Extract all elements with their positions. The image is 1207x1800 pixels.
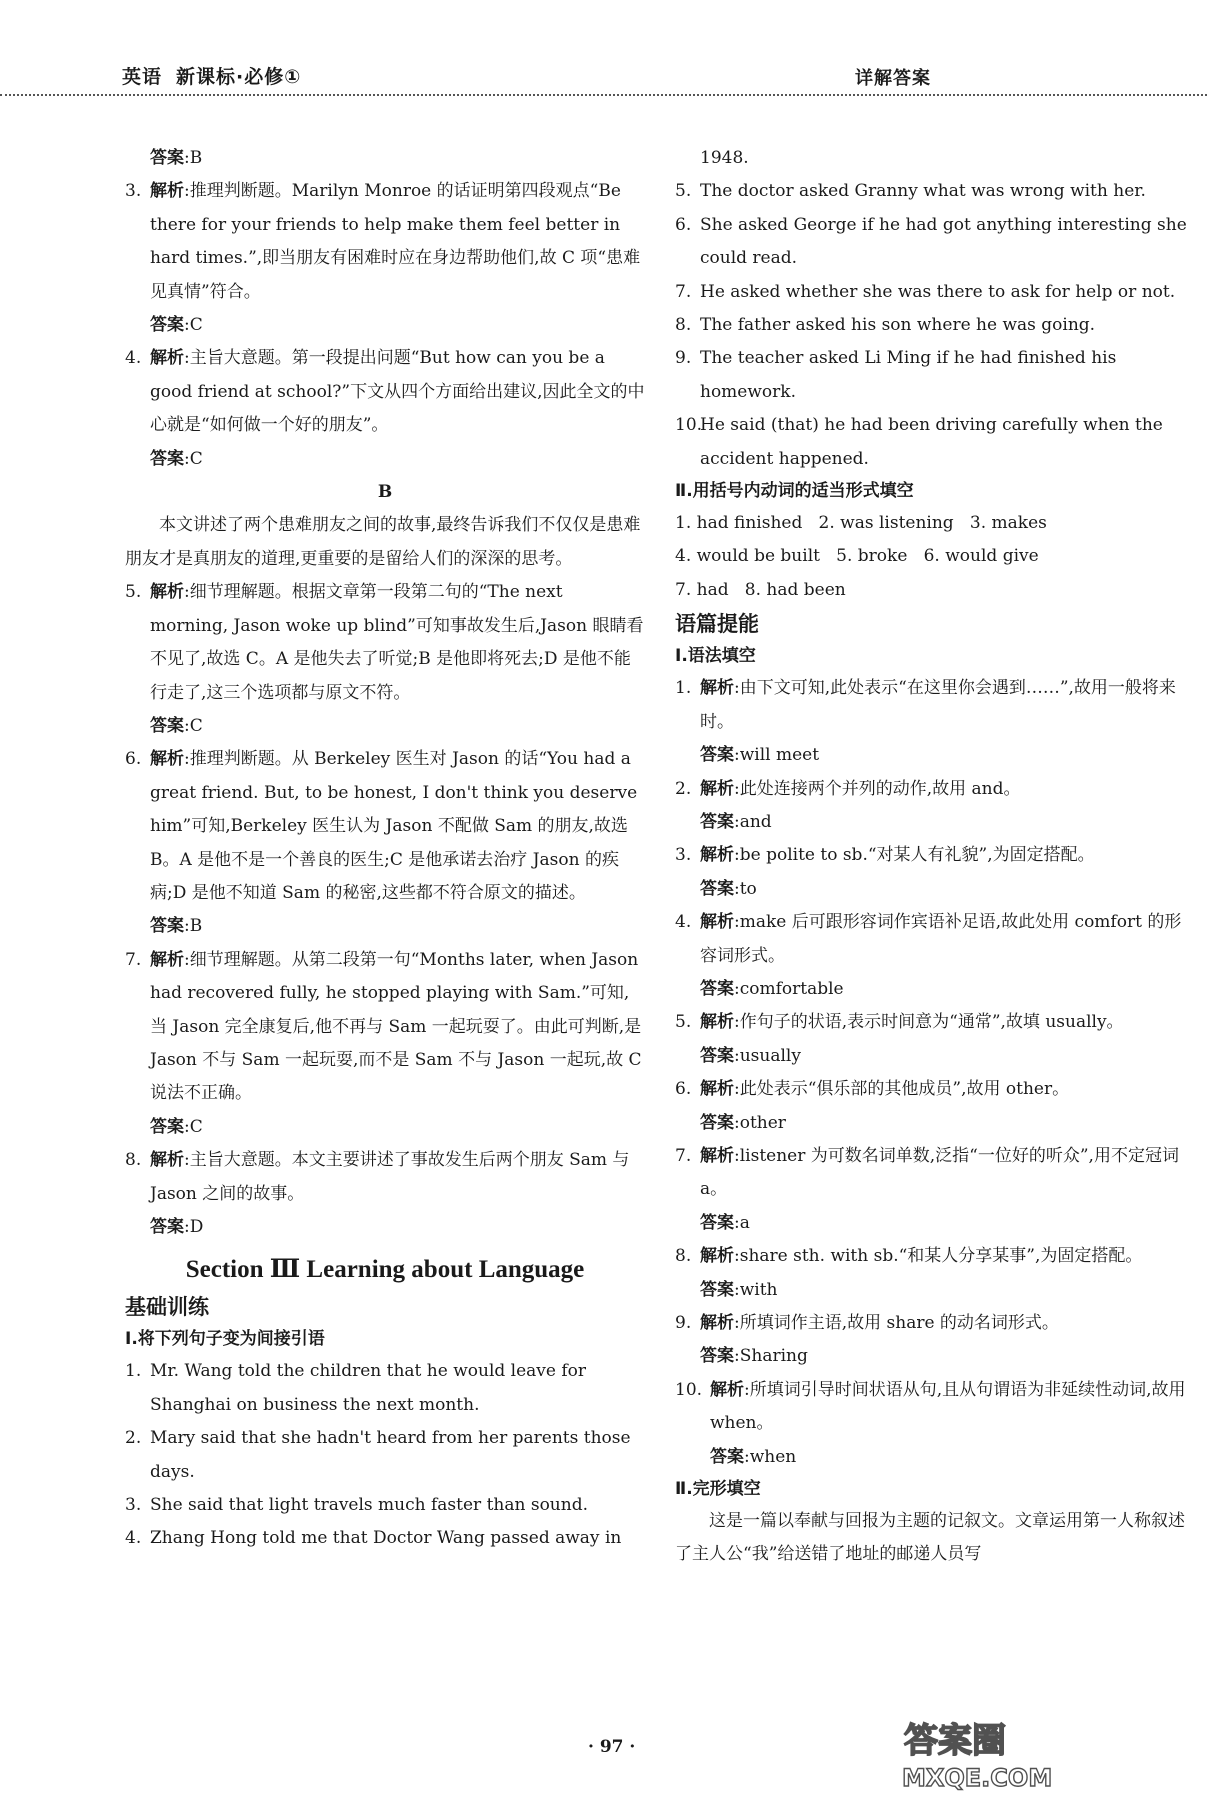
part-1-heading: Ⅰ.将下列句子变为间接引语 <box>125 1329 325 1350</box>
explanation-7: 7. 解析:细节理解题。从第二段第一句“Months later, when Jason had recovered fully, he stopped playing with Sam.”可知,当 Jason 完全康复后,他不再与 Sam 一起玩耍了。由此可判断,是 Jason 不与 Sam 一起玩耍,而不是 Sam 不与 Jason 一起玩,故 C 说法不正确。 <box>125 949 642 1104</box>
fill-answers-row-1: 1. had finished 2. was listening 3. makes <box>675 513 1047 534</box>
explanation-5: 5. 解析:细节理解题。根据文章第一段第二句的“The next morning, Jason woke up blind”可知事故发生后,Jason 眼睛看不见了,故选 C。A 是他失去了听觉;B 是他即将死去;D 是他不能行走了,这三个选项都与原文不符。 <box>125 582 644 703</box>
answer-2: 答案:B <box>150 148 203 168</box>
grammar-explanation-7: 7. 解析:listener 为可数名词单数,泛指“一位好的听众”,用不定冠词 a。 <box>675 1145 1179 1200</box>
answer-7: 答案:C <box>150 1116 203 1137</box>
answer-5: 答案:C <box>150 715 203 736</box>
header-section: 详解答案 <box>855 68 931 89</box>
watermark-top: 答案圈 <box>904 1721 1006 1761</box>
grammar-fill-heading: Ⅰ.语法填空 <box>675 646 756 667</box>
part-b-heading: B <box>377 482 393 503</box>
sentence-3: 3. She said that light travels much faster than sound. <box>125 1495 588 1516</box>
watermark-logo <box>898 1712 1058 1792</box>
header-left <box>122 62 301 89</box>
explanation-8: 8. 解析:主旨大意题。本文主要讲述了事故发生后两个朋友 Sam 与 Jason 之间的故事。 <box>125 1150 630 1204</box>
grammar-explanation-2: 2. 解析:此处连接两个并列的动作,故用 and。 <box>675 778 1021 799</box>
sentence-4: 4. Zhang Hong told me that Doctor Wang passed away in <box>125 1528 622 1549</box>
grammar-explanation-5: 5. 解析:作句子的状语,表示时间意为“通常”,故填 usually。 <box>675 1012 1124 1033</box>
sentence-5: 5. The doctor asked Granny what was wrong with her. <box>675 181 1146 202</box>
grammar-explanation-10: 10. 解析:所填词引导时间状语从句,且从句谓语为非延续性动词,故用 when。 <box>675 1379 1186 1434</box>
grammar-answer-5: 答案:usually <box>700 1045 801 1066</box>
sentence-4-continued: 1948. <box>700 148 749 168</box>
sentence-8: 8. The father asked his son where he was going. <box>675 315 1096 336</box>
left-column <box>125 142 645 1556</box>
section-title: Section Ⅲ Learning about Language <box>185 1256 585 1284</box>
grammar-answer-9: 答案:Sharing <box>700 1346 808 1367</box>
grammar-explanation-3: 3. 解析:be polite to sb.“对某人有礼貌”,为固定搭配。 <box>675 845 1095 866</box>
answer-8: 答案:D <box>150 1217 204 1237</box>
answer-4: 答案:C <box>150 448 203 469</box>
fill-answers-row-3: 7. had 8. had been <box>675 579 846 600</box>
basic-training-heading: 基础训练 <box>125 1295 209 1320</box>
sentence-10: 10. He said (that) he had been driving carefully when the accident happened. <box>675 415 1163 469</box>
part-b-intro: 本文讲述了两个患难朋友之间的故事,最终告诉我们不仅仅是患难朋友才是真朋友的道理,更重要的是留给人们的深深的思考。 <box>125 515 641 569</box>
header-divider <box>0 94 1207 96</box>
grammar-answer-1: 答案:will meet <box>700 745 820 766</box>
explanation-3: 3. 解析:推理判断题。Marilyn Monroe 的话证明第四段观点“Be there for your friends to help make them feel better in hard times.”,即当朋友有困难时应在身边帮助他们,故 C 项“患难见真情”符合。 <box>125 181 641 302</box>
grammar-answer-8: 答案:with <box>700 1279 778 1300</box>
header-subject: 英语 <box>122 66 163 88</box>
grammar-explanation-8: 8. 解析:share sth. with sb.“和某人分享某事”,为固定搭配。 <box>675 1246 1143 1267</box>
cloze-intro: 这是一篇以奉献与回报为主题的记叙文。文章运用第一人称叙述了主人公“我”给送错了地址的邮递人员写 <box>675 1511 1185 1565</box>
grammar-answer-10: 答案:when <box>710 1446 797 1467</box>
explanation-6: 6. 解析:推理判断题。从 Berkeley 医生对 Jason 的话“You had a great friend. But, to be honest, I don't think you deserve him”可知,Berkeley 医生认为 Jason 不配做 Sam 的朋友,故选 B。A 是他不是一个善良的医生;C 是他承诺去治疗 Jason 的疾病;D 是他不知道 Sam 的秘密,这些都不符合原文的描述。 <box>125 749 638 903</box>
sentence-6: 6. She asked George if he had got anything interesting she could read. <box>675 214 1187 269</box>
answer-6: 答案:B <box>150 916 203 937</box>
grammar-explanation-1: 1. 解析:由下文可知,此处表示“在这里你会遇到……”,故用一般将来时。 <box>675 678 1176 732</box>
watermark-bottom: MXQE.COM <box>902 1764 1053 1792</box>
page-header <box>0 0 1207 100</box>
grammar-answer-2: 答案:and <box>700 811 772 832</box>
fill-answers-row-2: 4. would be built 5. broke 6. would give <box>675 546 1039 567</box>
grammar-explanation-6: 6. 解析:此处表示“俱乐部的其他成员”,故用 other。 <box>675 1079 1070 1100</box>
cloze-heading: Ⅱ.完形填空 <box>675 1479 761 1500</box>
grammar-explanation-9: 9. 解析:所填词作主语,故用 share 的动名词形式。 <box>675 1313 1059 1333</box>
explanation-4: 4. 解析:主旨大意题。第一段提出问题“But how can you be a good friend at school?”下文从四个方面给出建议,因此全文的中心就是“如何做一个好的朋友”。 <box>125 348 645 436</box>
grammar-answer-3: 答案:to <box>700 878 757 899</box>
grammar-answer-4: 答案:comfortable <box>700 978 844 999</box>
sentence-7: 7. He asked whether she was there to ask for help or not. <box>675 281 1176 302</box>
sentence-9: 9. The teacher asked Li Ming if he had finished his homework. <box>675 348 1117 402</box>
header-book: 新课标·必修① <box>176 66 302 88</box>
grammar-answer-7: 答案:a <box>700 1212 750 1233</box>
page-number: · 97 · <box>588 1737 636 1757</box>
answer-3: 答案:C <box>150 315 203 336</box>
sentence-2: 2. Mary said that she hadn't heard from her parents those days. <box>125 1428 631 1482</box>
right-column <box>675 142 1195 1572</box>
part-2-heading: Ⅱ.用括号内动词的适当形式填空 <box>675 481 914 502</box>
discourse-heading: 语篇提能 <box>675 612 759 637</box>
grammar-answer-6: 答案:other <box>700 1112 786 1133</box>
sentence-1: 1. Mr. Wang told the children that he would leave for Shanghai on business the next month. <box>125 1361 587 1415</box>
grammar-explanation-4: 4. 解析:make 后可跟形容词作宾语补足语,故此处用 comfort 的形容词形式。 <box>675 912 1182 966</box>
